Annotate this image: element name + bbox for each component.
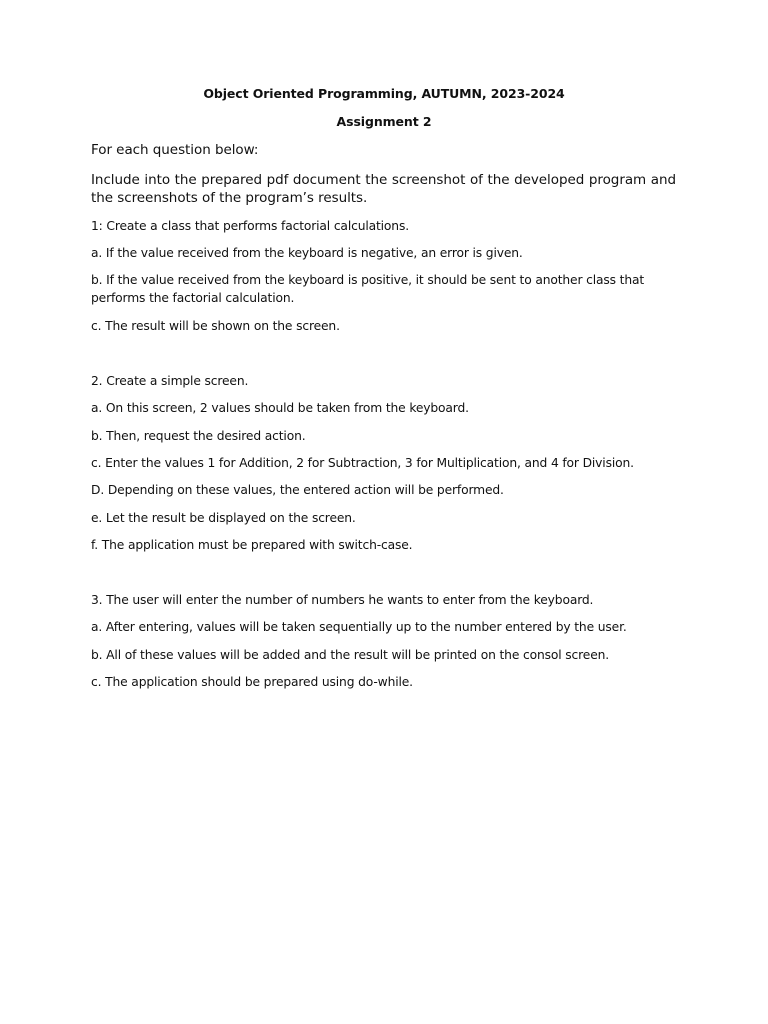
question-2-item-e: e. Let the result be displayed on the screen.: [91, 511, 356, 525]
question-3-item-c: c. The application should be prepared using do-while.: [91, 675, 413, 689]
question-3-item-a: a. After entering, values will be taken sequentially up to the number entered by the user.: [91, 620, 627, 634]
question-1-title: 1: Create a class that performs factorial calculations.: [91, 219, 409, 233]
question-2-item-c: c. Enter the values 1 for Addition, 2 for Subtraction, 3 for Multiplication, and 4 for Division.: [91, 456, 634, 470]
question-1-item-a: a. If the value received from the keyboard is negative, an error is given.: [91, 246, 523, 260]
question-1-item-b: b. If the value received from the keyboard is positive, it should be sent to another class that performs the factorial calculation.: [91, 273, 645, 305]
question-2-item-f: f. The application must be prepared with switch-case.: [91, 538, 413, 552]
intro-instructions: Include into the prepared pdf document the screenshot of the developed program and the screenshots of the program’s results.: [91, 172, 676, 206]
question-1-item-c: c. The result will be shown on the screen.: [91, 319, 340, 333]
question-3-title: 3. The user will enter the number of numbers he wants to enter from the keyboard.: [91, 593, 594, 607]
question-2-item-d: D. Depending on these values, the entered action will be performed.: [91, 483, 504, 497]
question-2-title: 2. Create a simple screen.: [91, 374, 249, 388]
question-2-item-b: b. Then, request the desired action.: [91, 429, 306, 443]
intro-heading: For each question below:: [91, 142, 259, 158]
question-2-item-a: a. On this screen, 2 values should be taken from the keyboard.: [91, 401, 469, 415]
assignment-title: Assignment 2: [336, 114, 432, 129]
course-title: Object Oriented Programming, AUTUMN, 2023-2024: [203, 86, 565, 101]
question-3-item-b: b. All of these values will be added and the result will be printed on the consol screen.: [91, 648, 610, 662]
